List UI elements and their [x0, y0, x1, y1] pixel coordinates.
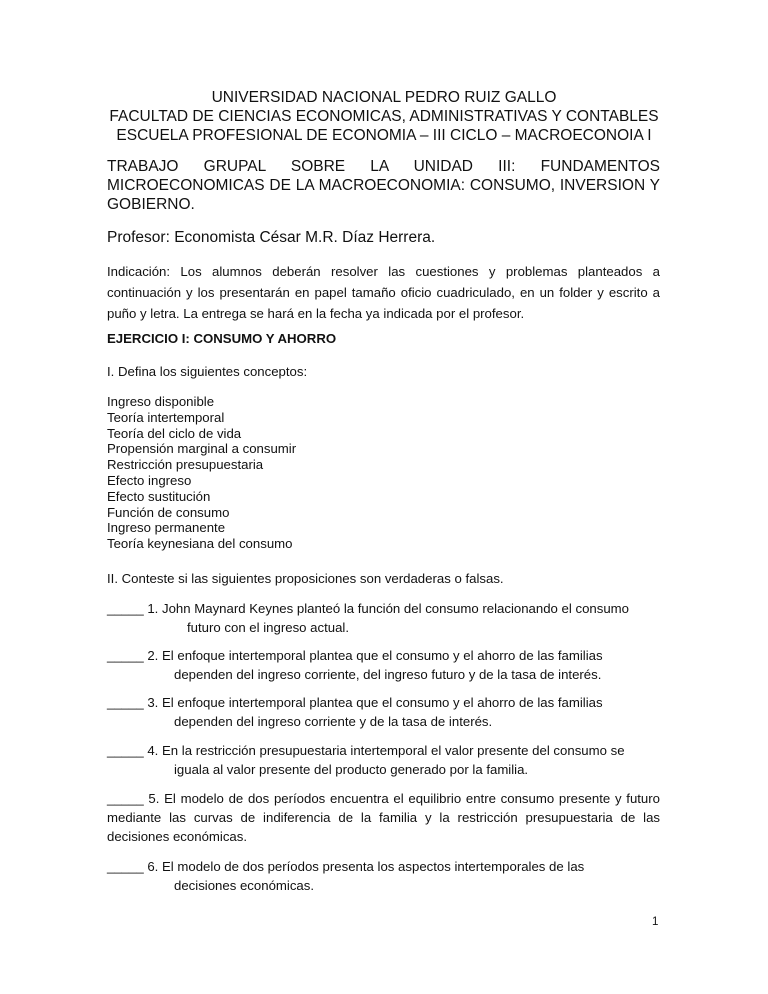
answer-blank: _____ [107, 695, 144, 710]
statement-continuation: futuro con el ingreso actual. [187, 620, 350, 635]
statement-continuation: decisiones económicas. [174, 878, 315, 893]
answer-blank: _____ [107, 601, 144, 616]
statement-continuation: iguala al valor presente del producto generado por la familia. [174, 762, 529, 777]
concept-item: Ingreso disponible [107, 394, 215, 409]
statement-continuation: dependen del ingreso corriente, del ingreso futuro y de la tasa de interés. [174, 667, 602, 682]
concept-item: Restricción presupuestaria [107, 457, 264, 473]
answer-blank: _____ [107, 859, 144, 874]
statement-text: 5. El modelo de dos períodos encuentra el equilibrio entre consumo presente y futuro mediante las curvas de indiferencia de la familia y la restricción presupuestaria de las decisiones económicas. [107, 791, 660, 844]
part2-heading: II. Conteste si las siguientes proposiciones son verdaderas o falsas. [107, 571, 504, 586]
statement-1 [107, 599, 660, 637]
statement-text: 1. John Maynard Keynes planteó la función del consumo relacionando el consumo [147, 601, 629, 616]
part1-heading: I. Defina los siguientes conceptos: [107, 364, 308, 379]
document-header [100, 88, 668, 145]
instructions: Indicación: Los alumnos deberán resolver las cuestiones y problemas planteados a continuación y los presentarán en papel tamaño oficio cuadriculado, en un folder y escrito a puño y letra. La entrega se hará en la fecha ya indicada por el profesor. [107, 264, 660, 321]
statement-4 [107, 741, 660, 779]
concept-item: Teoría intertemporal [107, 409, 225, 425]
statement-continuation: dependen del ingreso corriente y de la tasa de interés. [174, 714, 493, 729]
statement-text: 3. El enfoque intertemporal plantea que el consumo y el ahorro de las familias [147, 695, 603, 710]
answer-blank: _____ [107, 743, 144, 758]
exercise-title: EJERCICIO I: CONSUMO Y AHORRO [107, 331, 337, 346]
statement-6 [107, 857, 660, 895]
concept-list [107, 394, 660, 552]
concept-item: Función de consumo [107, 504, 230, 520]
page-number: 1 [652, 916, 659, 928]
concept-item: Teoría del ciclo de vida [107, 425, 242, 441]
statement-2 [107, 646, 660, 684]
statement-3 [107, 693, 660, 731]
concept-item: Efecto sustitución [107, 488, 211, 504]
answer-blank: _____ [107, 648, 144, 663]
statement-text: 2. El enfoque intertemporal plantea que el consumo y el ahorro de las familias [147, 648, 603, 663]
university-name: UNIVERSIDAD NACIONAL PEDRO RUIZ GALLO [211, 89, 557, 106]
statement-text: 6. El modelo de dos períodos presenta los aspectos intertemporales de las [147, 859, 585, 874]
faculty-name: FACULTAD DE CIENCIAS ECONOMICAS, ADMINISTRATIVAS Y CONTABLES [109, 108, 659, 125]
concept-item: Teoría keynesiana del consumo [107, 536, 293, 552]
concept-item: Propensión marginal a consumir [107, 441, 297, 457]
answer-blank: _____ [107, 791, 144, 806]
statement-text: 4. En la restricción presupuestaria intertemporal el valor presente del consumo se [147, 743, 625, 758]
statement-5 [107, 789, 660, 846]
concept-item: Ingreso permanente [107, 520, 226, 536]
assignment-title: TRABAJO GRUPAL SOBRE LA UNIDAD III: FUNDAMENTOS MICROECONOMICAS DE LA MACROECONOMIA: CONSUMO, INVERSION Y GOBIERNO. [107, 158, 660, 213]
school-name: ESCUELA PROFESIONAL DE ECONOMIA – III CICLO – MACROECONOIA I [116, 127, 652, 144]
professor-line: Profesor: Economista César M.R. Díaz Herrera. [107, 229, 436, 246]
concept-item: Efecto ingreso [107, 472, 192, 488]
